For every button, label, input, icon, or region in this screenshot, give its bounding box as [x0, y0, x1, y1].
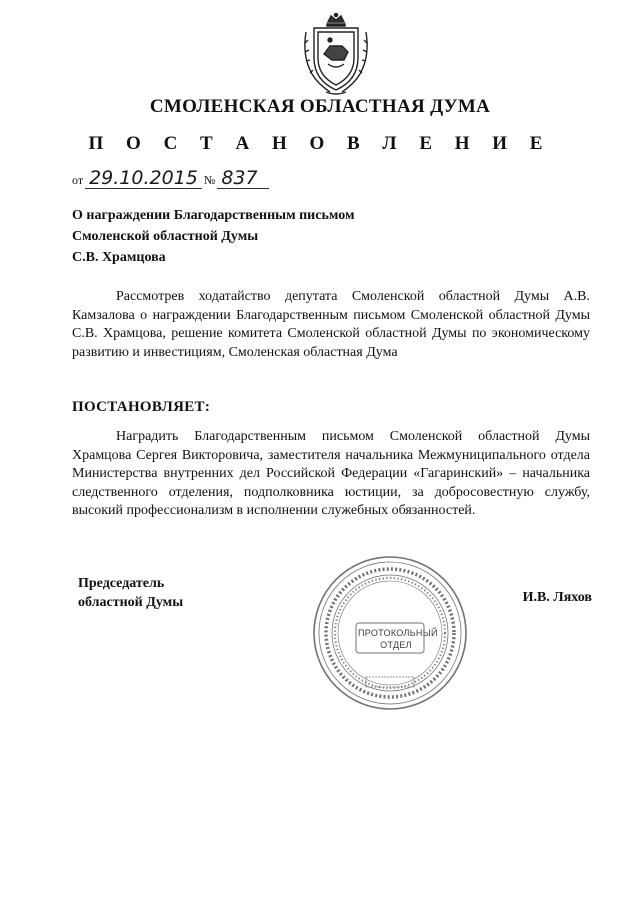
coat-of-arms-icon: [300, 12, 372, 96]
organization-title: СМОЛЕНСКАЯ ОБЛАСТНАЯ ДУМА: [149, 96, 491, 117]
handwritten-date: 29.10.2015: [85, 168, 202, 189]
document-subject: [72, 205, 354, 268]
subject-line-3: С.В. Храмцова: [72, 250, 166, 265]
seal-center-text: [358, 627, 438, 651]
document-type-title: П О С Т А Н О В Л Е Н И Е: [88, 133, 552, 154]
seal-center-line-1: ПРОТОКОЛЬНЫЙ: [358, 628, 438, 638]
decree-heading: ПОСТАНОВЛЯЕТ:: [72, 399, 211, 415]
handwritten-number: 837: [217, 168, 269, 189]
preamble-paragraph: Рассмотрев ходатайство депутата Смоленской областной Думы А.В. Камзалова о награждении Благодарственным письмом Смоленской областной Думы С.В. Храмцова, решение комитета Смоленской областной Думы по экономическому развитию и инвестициям, Смоленская областная Дума: [72, 289, 590, 360]
signatory-name: И.В. Ляхов: [522, 590, 592, 605]
number-label: №: [203, 173, 216, 187]
date-number-line: [72, 168, 271, 189]
signatory-title-line-1: Председатель: [78, 576, 165, 591]
resolution-paragraph: Наградить Благодарственным письмом Смоленской областной Думы Храмцова Сергея Викторовича, заместителя начальника Межмуниципального отдела Министерства внутренних дел Российской Федерации «Гагаринский» – начальника следственного отделения, подполковника юстиции, за добросовестную службу, высокий профессионализм в исполнении служебных обязанностей.: [72, 429, 590, 518]
seal-center-line-2: ОТДЕЛ: [380, 640, 412, 650]
subject-line-2: Смоленской областной Думы: [72, 229, 259, 244]
signatory-title: [78, 574, 183, 612]
signatory-title-line-2: областной Думы: [78, 595, 184, 610]
subject-line-1: О награждении Благодарственным письмом: [72, 208, 355, 223]
date-prefix: от: [72, 173, 84, 187]
